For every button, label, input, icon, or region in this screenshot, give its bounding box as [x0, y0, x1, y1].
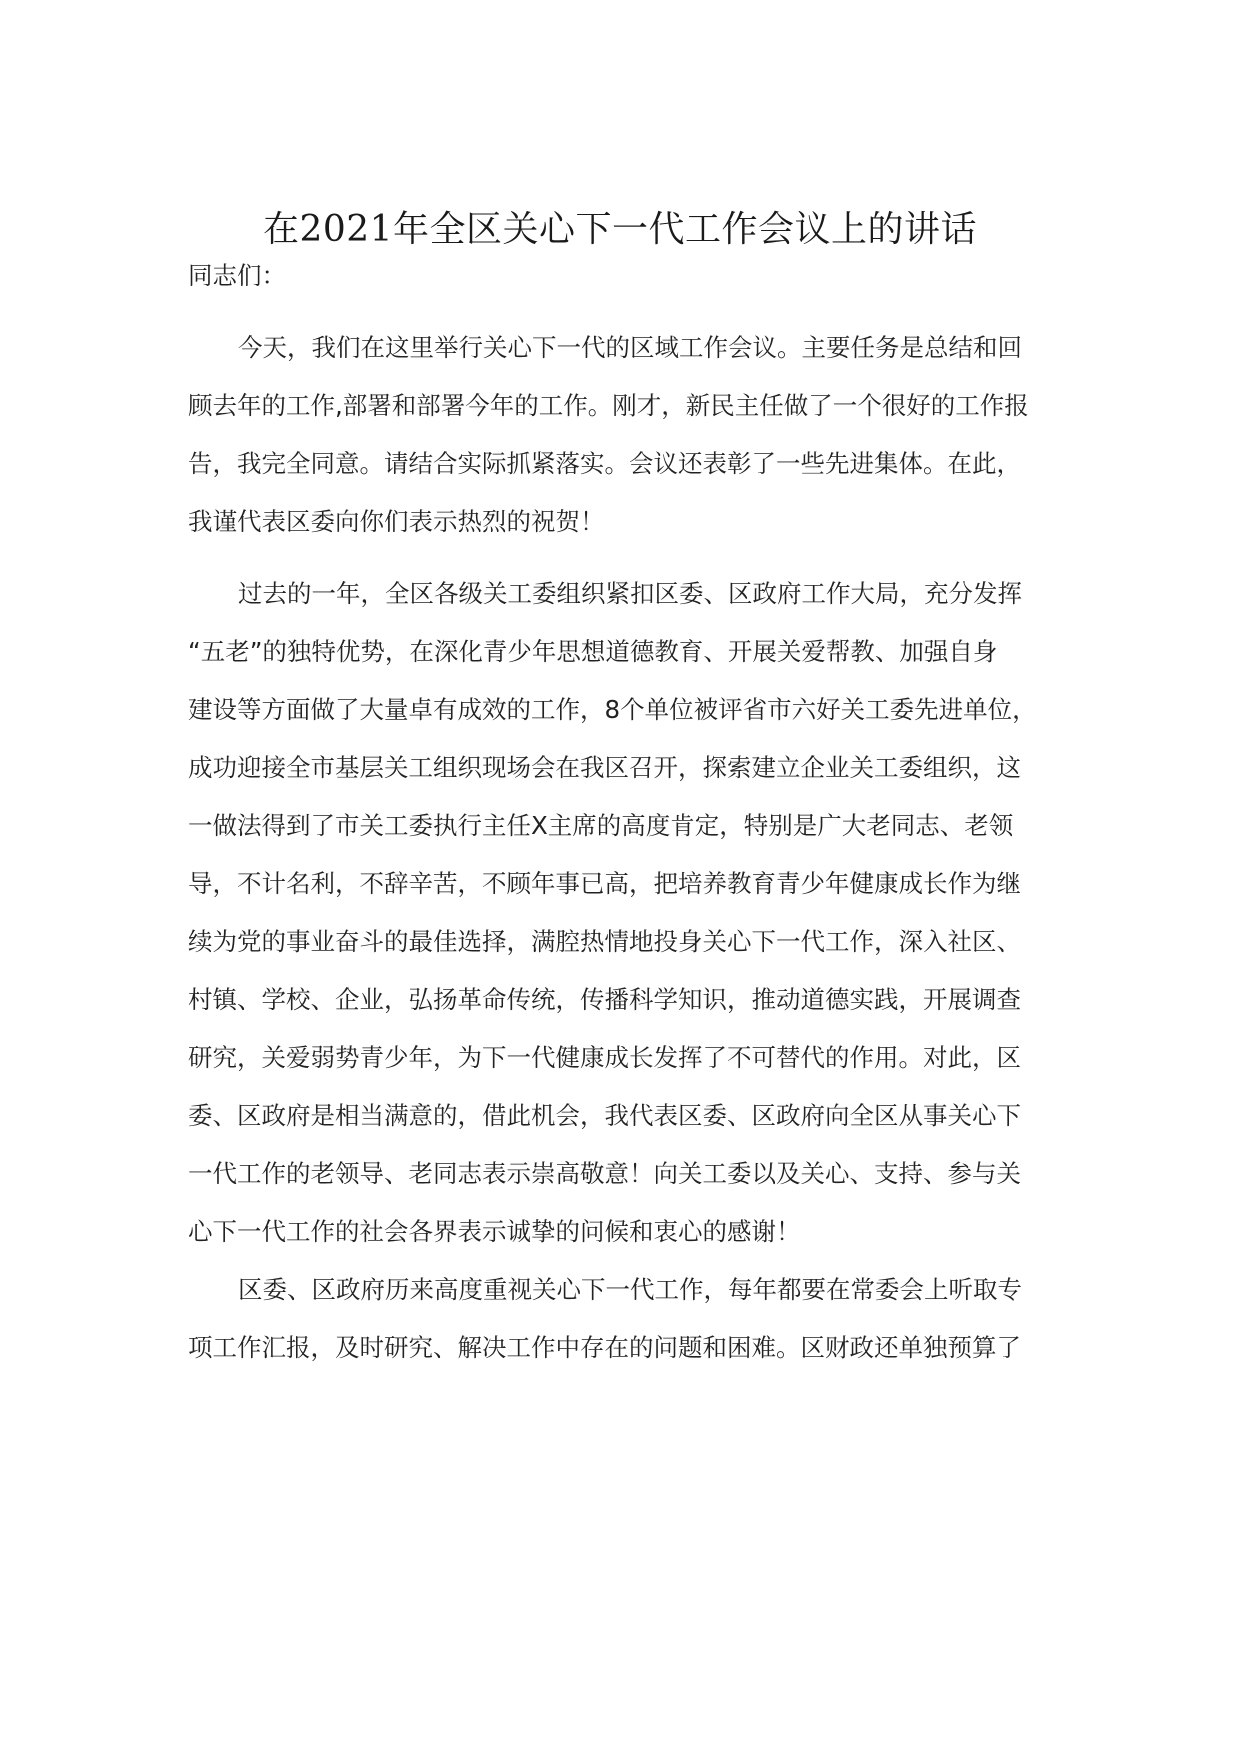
document-title: 在2021年全区关心下一代工作会议上的讲话	[262, 209, 978, 250]
paragraph-2-line-7: 续为党的事业奋斗的最佳选择，满腔热情地投身关心下一代工作，深入社区、	[188, 927, 1021, 956]
paragraph-2-line-6: 导，不计名利，不辞辛苦，不顾年事已高，把培养教育青少年健康成长作为继	[188, 869, 1021, 898]
paragraph-2-line-12: 心下一代工作的社会各界表示诚挚的问候和衷心的感谢！	[188, 1217, 801, 1246]
paragraph-2-line-5: 一做法得到了市关工委执行主任X主席的高度肯定，特别是广大老同志、老领	[188, 811, 1014, 840]
paragraph-2-line-10: 委、区政府是相当满意的，借此机会，我代表区委、区政府向全区从事关心下	[188, 1101, 1021, 1130]
salutation: 同志们：	[188, 261, 286, 290]
paragraph-2-line-8: 村镇、学校、企业，弘扬革命传统，传播科学知识，推动道德实践，开展调查	[188, 985, 1021, 1014]
paragraph-2-line-11: 一代工作的老领导、老同志表示崇高敬意！向关工委以及关心、支持、参与关	[188, 1159, 1021, 1188]
paragraph-1-line-1: 今天，我们在这里举行关心下一代的区域工作会议。主要任务是总结和回	[238, 333, 1022, 362]
paragraph-2-line-9: 研究，关爱弱势青少年，为下一代健康成长发挥了不可替代的作用。对此，区	[188, 1043, 1021, 1072]
paragraph-1-line-4: 我谨代表区委向你们表示热烈的祝贺！	[188, 507, 605, 536]
paragraph-2-line-1: 过去的一年，全区各级关工委组织紧扣区委、区政府工作大局，充分发挥	[238, 579, 1022, 608]
paragraph-2-line-2: “五老”的独特优势，在深化青少年思想道德教育、开展关爱帮教、加强自身	[188, 637, 998, 666]
paragraph-2-line-4: 成功迎接全市基层关工组织现场会在我区召开，探索建立企业关工委组织，这	[188, 753, 1021, 782]
paragraph-3-line-1: 区委、区政府历来高度重视关心下一代工作，每年都要在常委会上听取专	[238, 1275, 1022, 1304]
paragraph-2-line-3: 建设等方面做了大量卓有成效的工作，8个单位被评省市六好关工委先进单位，	[188, 695, 1037, 724]
paragraph-1-line-3: 告，我完全同意。请结合实际抓紧落实。会议还表彰了一些先进集体。在此，	[188, 449, 1021, 478]
paragraph-3-line-2: 项工作汇报，及时研究、解决工作中存在的问题和困难。区财政还单独预算了	[188, 1333, 1021, 1362]
paragraph-1-line-2: 顾去年的工作,部署和部署今年的工作。刚才，新民主任做了一个很好的工作报	[188, 391, 1029, 420]
